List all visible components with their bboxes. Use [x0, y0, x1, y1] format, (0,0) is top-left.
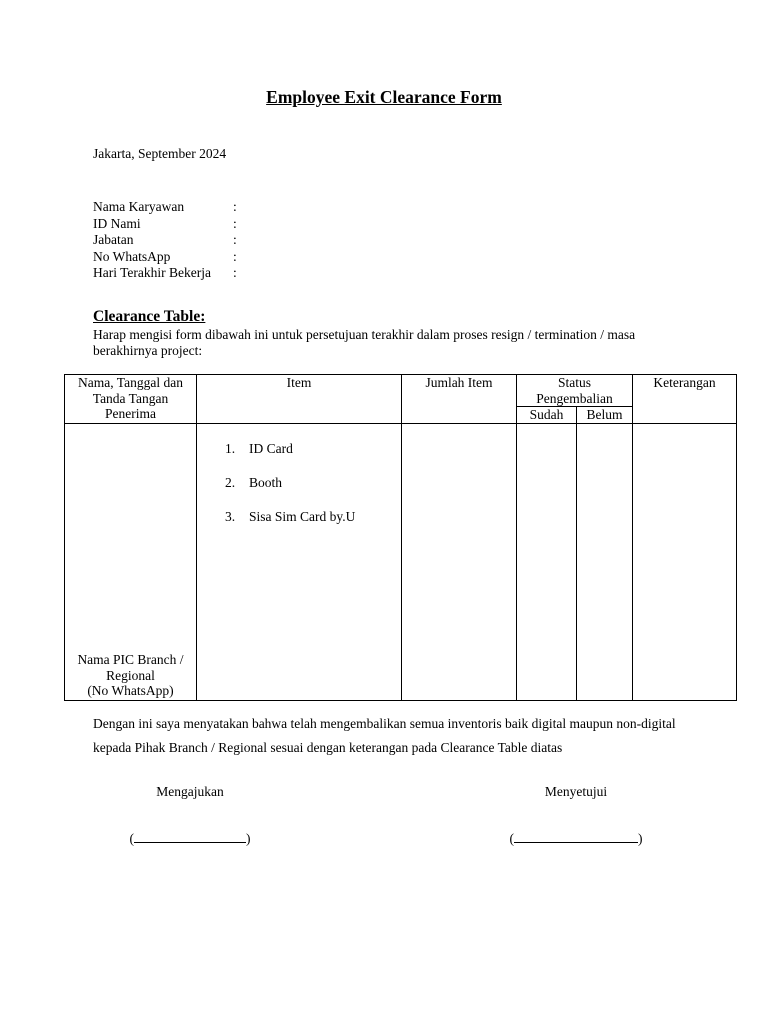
header-item: Item	[197, 375, 402, 424]
signature-blank	[514, 830, 638, 843]
quantity-cell[interactable]	[402, 423, 517, 700]
header-receiver-line: Tanda Tangan	[92, 390, 169, 406]
info-separator: :	[233, 232, 237, 247]
header-quantity: Jumlah Item	[402, 375, 517, 424]
close-paren: )	[638, 831, 643, 846]
header-receiver	[65, 375, 197, 424]
header-notes: Keterangan	[633, 375, 737, 424]
info-label: ID Nami	[93, 215, 141, 231]
applicant-signature-line[interactable]	[90, 830, 290, 847]
open-paren: (	[129, 831, 134, 846]
item-name: ID Card	[249, 440, 293, 456]
signature-blank	[134, 830, 246, 843]
pic-label-line: (No WhatsApp)	[87, 683, 174, 698]
applicant-label: Mengajukan	[156, 784, 224, 799]
pic-label	[65, 652, 196, 699]
info-label: Hari Terakhir Bekerja	[93, 265, 211, 280]
pic-label-line: Nama PIC Branch /	[77, 652, 184, 667]
employee-info-table	[93, 199, 237, 282]
declaration-statement: Dengan ini saya menyatakan bahwa telah mengembalikan semua inventoris baik digital maupun non-digital kepada Pihak Branch / Regional sesuai dengan keterangan pada Clearance Table diatas	[93, 716, 676, 755]
header-receiver-line: Penerima	[105, 406, 156, 421]
info-row-name	[93, 199, 237, 216]
info-row-position	[93, 232, 237, 249]
info-separator: :	[233, 215, 237, 231]
pic-label-line: Regional	[106, 667, 155, 683]
list-item	[197, 441, 401, 457]
info-label: Nama Karyawan	[93, 199, 185, 214]
header-status-line: Pengembalian	[536, 390, 613, 406]
info-row-whatsapp	[93, 249, 237, 266]
info-separator: :	[233, 248, 237, 264]
item-number: 2.	[225, 474, 236, 490]
header-done: Sudah	[517, 407, 577, 424]
list-item	[197, 475, 401, 491]
item-cell	[197, 423, 402, 700]
list-item	[197, 509, 401, 525]
approver-signature-line[interactable]	[476, 830, 676, 847]
header-receiver-line: Nama, Tanggal dan	[78, 375, 183, 390]
item-name: Sisa Sim Card by.U	[249, 508, 356, 524]
item-name: Booth	[249, 474, 283, 490]
receiver-cell[interactable]	[65, 423, 197, 700]
header-status-line: Status	[558, 375, 592, 390]
item-number: 3.	[225, 508, 236, 524]
info-label: Jabatan	[93, 232, 134, 247]
clearance-table	[64, 374, 737, 701]
item-number: 1.	[225, 440, 236, 456]
place-date: Jakarta, September 2024	[93, 146, 227, 161]
approver-label: Menyetujui	[544, 784, 608, 799]
info-separator: :	[233, 265, 237, 280]
info-row-id	[93, 216, 237, 233]
info-label: No WhatsApp	[93, 248, 171, 264]
header-status	[517, 375, 633, 407]
form-title: Employee Exit Clearance Form	[266, 87, 502, 107]
clearance-instruction: Harap mengisi form dibawah ini untuk persetujuan terakhir dalam proses resign / termination / masa berakhirnya project:	[93, 327, 636, 358]
table-row	[65, 423, 737, 700]
done-cell[interactable]	[517, 423, 577, 700]
clearance-table-title: Clearance Table:	[93, 308, 206, 325]
notes-cell[interactable]	[633, 423, 737, 700]
header-not-yet: Belum	[577, 407, 633, 424]
info-separator: :	[233, 199, 237, 214]
open-paren: (	[509, 831, 514, 846]
info-row-last-day	[93, 265, 237, 282]
item-list	[197, 441, 401, 525]
not-yet-cell[interactable]	[577, 423, 633, 700]
close-paren: )	[246, 831, 251, 846]
